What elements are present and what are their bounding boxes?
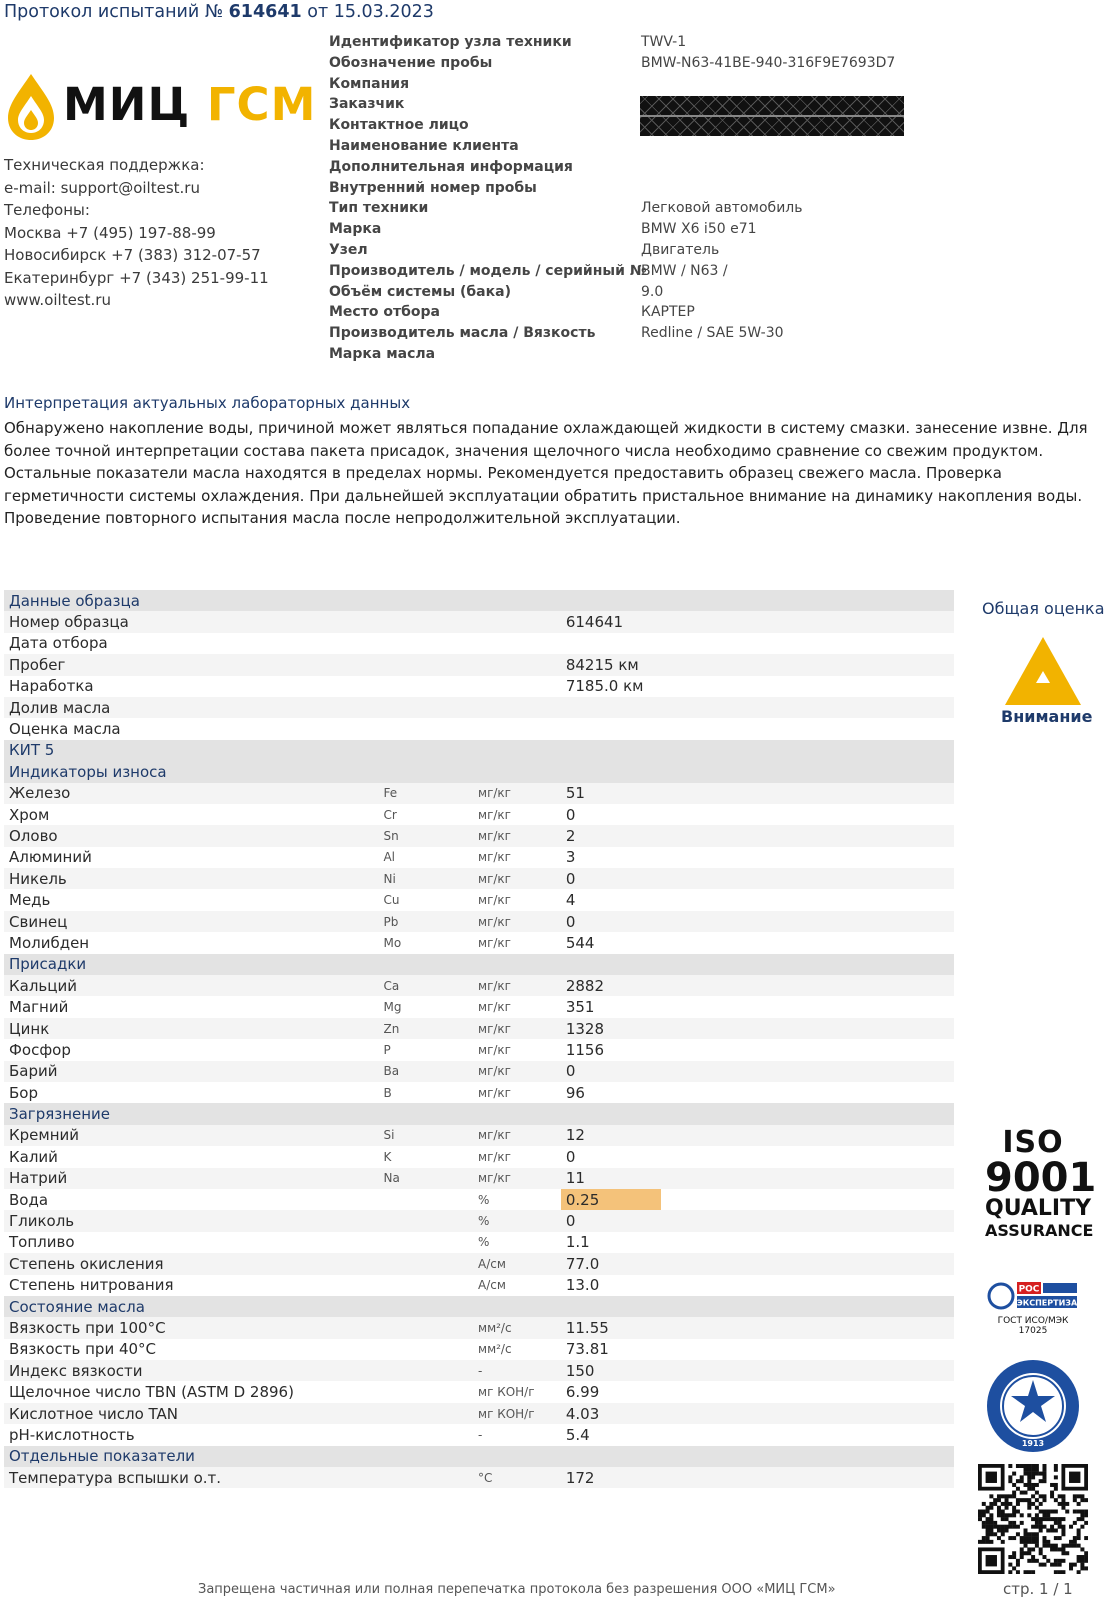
row-symbol: Sn bbox=[378, 825, 473, 846]
row-unit: % bbox=[473, 1189, 561, 1210]
row-symbol: Mo bbox=[378, 932, 473, 953]
row-label: Вязкость при 100°С bbox=[4, 1317, 378, 1338]
table-row bbox=[4, 1189, 954, 1210]
table-row bbox=[4, 1339, 954, 1360]
row-spacer bbox=[661, 804, 954, 825]
warning-triangle-icon bbox=[1003, 635, 1083, 707]
row-unit: мг/кг bbox=[473, 975, 561, 996]
row-label: Алюминий bbox=[4, 847, 378, 868]
row-label: Бор bbox=[4, 1082, 378, 1103]
row-spacer bbox=[661, 847, 954, 868]
row-label: Температура вспышки о.т. bbox=[4, 1467, 378, 1488]
info-values bbox=[641, 32, 895, 365]
row-value: 544 bbox=[561, 932, 661, 953]
row-value: 4 bbox=[561, 889, 661, 910]
info-value: КАРТЕР bbox=[641, 304, 695, 321]
row-value: 351 bbox=[561, 996, 661, 1017]
row-symbol bbox=[378, 1232, 473, 1253]
section-label: Отдельные показатели bbox=[4, 1446, 954, 1467]
table-section-header bbox=[4, 1296, 954, 1317]
info-label: Компания bbox=[329, 75, 410, 92]
row-spacer bbox=[661, 1424, 954, 1445]
overall-status: Внимание bbox=[1001, 707, 1093, 726]
row-label: Долив масла bbox=[4, 697, 378, 718]
row-unit bbox=[473, 654, 561, 675]
table-row bbox=[4, 1082, 954, 1103]
row-spacer bbox=[661, 1467, 954, 1488]
row-value: 11.55 bbox=[561, 1317, 661, 1338]
table-row bbox=[4, 654, 954, 675]
info-value: Легковой автомобиль bbox=[641, 200, 803, 217]
row-symbol bbox=[378, 697, 473, 718]
row-value: 0 bbox=[561, 911, 661, 932]
qr-code[interactable] bbox=[978, 1464, 1088, 1574]
protocol-number: 614641 bbox=[228, 2, 302, 22]
row-spacer bbox=[661, 1189, 954, 1210]
row-label: Пробег bbox=[4, 654, 378, 675]
ros-caption: ГОСТ ИСО/МЭК 17025 bbox=[997, 1316, 1069, 1336]
row-symbol: Si bbox=[378, 1125, 473, 1146]
row-unit bbox=[473, 718, 561, 739]
row-label: Медь bbox=[4, 889, 378, 910]
table-section-header bbox=[4, 954, 954, 975]
row-value: 13.0 bbox=[561, 1275, 661, 1296]
protocol-date: от 15.03.2023 bbox=[307, 2, 434, 22]
row-symbol bbox=[378, 1381, 473, 1402]
row-value: 5.4 bbox=[561, 1424, 661, 1445]
row-symbol bbox=[378, 676, 473, 697]
row-spacer bbox=[661, 975, 954, 996]
row-value: 1.1 bbox=[561, 1232, 661, 1253]
table-row bbox=[4, 1039, 954, 1060]
row-label: Наработка bbox=[4, 676, 378, 697]
row-value: 12 bbox=[561, 1125, 661, 1146]
table-row bbox=[4, 1210, 954, 1231]
info-label: Производитель масла / Вязкость bbox=[329, 325, 596, 342]
row-spacer bbox=[661, 697, 954, 718]
row-spacer bbox=[661, 654, 954, 675]
row-symbol: Al bbox=[378, 847, 473, 868]
row-symbol bbox=[378, 1210, 473, 1231]
row-value: 7185.0 км bbox=[561, 676, 661, 697]
row-label: Степень нитрования bbox=[4, 1275, 378, 1296]
table-row bbox=[4, 932, 954, 953]
row-unit: % bbox=[473, 1210, 561, 1231]
row-value: 0 bbox=[561, 1061, 661, 1082]
row-value: 96 bbox=[561, 1082, 661, 1103]
table-row bbox=[4, 1232, 954, 1253]
info-value bbox=[641, 157, 895, 178]
register-emblem bbox=[985, 1358, 1081, 1454]
info-value: Redline / SAE 5W-30 bbox=[641, 325, 784, 342]
row-label: Гликоль bbox=[4, 1210, 378, 1231]
row-unit: мг/кг bbox=[473, 889, 561, 910]
brand-name: МИЦ ГСМ bbox=[63, 78, 317, 131]
table-row bbox=[4, 804, 954, 825]
row-spacer bbox=[661, 1403, 954, 1424]
row-spacer bbox=[661, 1061, 954, 1082]
row-label: Степень окисления bbox=[4, 1253, 378, 1274]
info-value: TWV-1 bbox=[641, 34, 687, 50]
row-unit: мг/кг bbox=[473, 1061, 561, 1082]
row-unit bbox=[473, 676, 561, 697]
row-spacer bbox=[661, 1339, 954, 1360]
row-value: 150 bbox=[561, 1360, 661, 1381]
info-value bbox=[641, 178, 895, 199]
row-spacer bbox=[661, 825, 954, 846]
row-symbol bbox=[378, 1189, 473, 1210]
row-spacer bbox=[661, 1082, 954, 1103]
protocol-title bbox=[4, 2, 434, 22]
row-unit bbox=[473, 697, 561, 718]
info-value bbox=[641, 136, 895, 157]
table-row bbox=[4, 996, 954, 1017]
table-row bbox=[4, 889, 954, 910]
table-section-header bbox=[4, 740, 954, 761]
phone-ekaterinburg: Екатеринбург +7 (343) 251-99-11 bbox=[4, 268, 269, 287]
row-unit: - bbox=[473, 1360, 561, 1381]
row-value: 11 bbox=[561, 1168, 661, 1189]
row-symbol bbox=[378, 1253, 473, 1274]
row-unit: мг/кг bbox=[473, 996, 561, 1017]
row-value: 0.25 bbox=[561, 1189, 661, 1210]
info-label: Место отбора bbox=[329, 304, 440, 321]
info-label: Заказчик bbox=[329, 96, 405, 113]
row-symbol: P bbox=[378, 1039, 473, 1060]
row-symbol: Ni bbox=[378, 868, 473, 889]
row-spacer bbox=[661, 1275, 954, 1296]
row-spacer bbox=[661, 676, 954, 697]
row-value bbox=[561, 718, 661, 739]
row-symbol bbox=[378, 1360, 473, 1381]
row-spacer bbox=[661, 911, 954, 932]
row-value bbox=[561, 697, 661, 718]
redacted-block bbox=[640, 96, 904, 136]
row-symbol: Fe bbox=[378, 783, 473, 804]
info-label: Тип техники bbox=[329, 200, 429, 217]
row-value: 73.81 bbox=[561, 1339, 661, 1360]
page-number: стр. 1 / 1 bbox=[1003, 1580, 1073, 1598]
row-symbol: Cu bbox=[378, 889, 473, 910]
info-label: Идентификатор узла техники bbox=[329, 34, 572, 50]
table-row bbox=[4, 633, 954, 654]
row-value: 6.99 bbox=[561, 1381, 661, 1402]
info-label: Контактное лицо bbox=[329, 117, 469, 134]
row-spacer bbox=[661, 996, 954, 1017]
interpretation-title: Интерпретация актуальных лабораторных данных bbox=[4, 394, 411, 412]
row-label: Молибден bbox=[4, 932, 378, 953]
row-symbol bbox=[378, 1467, 473, 1488]
table-row bbox=[4, 783, 954, 804]
row-unit: мг КОН/г bbox=[473, 1381, 561, 1402]
row-label: Свинец bbox=[4, 911, 378, 932]
info-value: BMW-N63-41BE-940-316F9E7693D7 bbox=[641, 54, 896, 71]
section-label: Состояние масла bbox=[4, 1296, 954, 1317]
row-spacer bbox=[661, 1360, 954, 1381]
row-spacer bbox=[661, 1018, 954, 1039]
row-value: 172 bbox=[561, 1467, 661, 1488]
iso-9001-logo: ISO 9001 QUALITY ASSURANCE bbox=[985, 1125, 1097, 1240]
info-label: Объём системы (бака) bbox=[329, 283, 511, 300]
info-label: Внутренний номер пробы bbox=[329, 179, 537, 196]
row-value: 1328 bbox=[561, 1018, 661, 1039]
row-value: 0 bbox=[561, 1146, 661, 1167]
row-spacer bbox=[661, 1168, 954, 1189]
footer-notice: Запрещена частичная или полная перепечатка протокола без разрешения ООО «МИЦ ГСМ» bbox=[198, 1582, 836, 1597]
row-symbol: Mg bbox=[378, 996, 473, 1017]
row-symbol: Ba bbox=[378, 1061, 473, 1082]
row-unit: °С bbox=[473, 1467, 561, 1488]
row-unit: мг/кг bbox=[473, 1146, 561, 1167]
row-unit: мг/кг bbox=[473, 1018, 561, 1039]
oil-drop-flame-icon bbox=[5, 72, 57, 142]
row-symbol bbox=[378, 633, 473, 654]
svg-text:1913: 1913 bbox=[1021, 1439, 1045, 1448]
table-row bbox=[4, 1018, 954, 1039]
table-row bbox=[4, 1275, 954, 1296]
row-symbol bbox=[378, 1317, 473, 1338]
table-row bbox=[4, 676, 954, 697]
row-spacer bbox=[661, 868, 954, 889]
row-spacer bbox=[661, 1317, 954, 1338]
info-value bbox=[641, 344, 895, 365]
table-row bbox=[4, 1424, 954, 1445]
row-spacer bbox=[661, 783, 954, 804]
table-row bbox=[4, 611, 954, 632]
row-symbol bbox=[378, 1403, 473, 1424]
row-value bbox=[561, 633, 661, 654]
table-row bbox=[4, 1146, 954, 1167]
row-label: Топливо bbox=[4, 1232, 378, 1253]
row-spacer bbox=[661, 1253, 954, 1274]
row-value: 4.03 bbox=[561, 1403, 661, 1424]
table-row bbox=[4, 1253, 954, 1274]
info-value bbox=[641, 74, 895, 95]
row-label: Натрий bbox=[4, 1168, 378, 1189]
info-value: 9.0 bbox=[641, 283, 664, 300]
row-unit: мг/кг bbox=[473, 1039, 561, 1060]
row-unit: мг/кг bbox=[473, 783, 561, 804]
table-section-header bbox=[4, 1446, 954, 1467]
row-unit bbox=[473, 611, 561, 632]
info-labels bbox=[329, 32, 647, 365]
row-label: Железо bbox=[4, 783, 378, 804]
row-spacer bbox=[661, 1210, 954, 1231]
row-label: Вода bbox=[4, 1189, 378, 1210]
row-label: Оценка масла bbox=[4, 718, 378, 739]
support-email[interactable]: e-mail: support@oiltest.ru bbox=[4, 178, 200, 197]
row-unit: мг/кг bbox=[473, 1082, 561, 1103]
results-table bbox=[4, 590, 954, 1488]
row-value: 84215 км bbox=[561, 654, 661, 675]
row-symbol: Zn bbox=[378, 1018, 473, 1039]
row-unit bbox=[473, 633, 561, 654]
row-symbol: Cr bbox=[378, 804, 473, 825]
row-value: 1156 bbox=[561, 1039, 661, 1060]
row-label: Индекс вязкости bbox=[4, 1360, 378, 1381]
section-label: Индикаторы износа bbox=[4, 761, 954, 782]
row-label: Вязкость при 40°С bbox=[4, 1339, 378, 1360]
row-unit: мг/кг bbox=[473, 868, 561, 889]
section-label: Загрязнение bbox=[4, 1103, 954, 1124]
support-title: Техническая поддержка: bbox=[4, 156, 205, 174]
table-section-header bbox=[4, 590, 954, 611]
row-spacer bbox=[661, 718, 954, 739]
row-symbol: K bbox=[378, 1146, 473, 1167]
row-spacer bbox=[661, 1146, 954, 1167]
svg-text:ЭКСПЕРТИЗА: ЭКСПЕРТИЗА bbox=[1016, 1298, 1078, 1308]
table-row bbox=[4, 825, 954, 846]
row-spacer bbox=[661, 611, 954, 632]
row-value: 0 bbox=[561, 868, 661, 889]
row-value: 3 bbox=[561, 847, 661, 868]
section-label: КИТ 5 bbox=[4, 740, 954, 761]
table-row bbox=[4, 847, 954, 868]
table-row bbox=[4, 1467, 954, 1488]
row-symbol: Pb bbox=[378, 911, 473, 932]
ros-expertiza-logo bbox=[985, 1280, 1081, 1336]
row-label: Олово bbox=[4, 825, 378, 846]
row-label: Цинк bbox=[4, 1018, 378, 1039]
row-label: pH-кислотность bbox=[4, 1424, 378, 1445]
phone-moscow: Москва +7 (495) 197-88-99 bbox=[4, 223, 216, 242]
table-row bbox=[4, 1403, 954, 1424]
row-unit: мг/кг bbox=[473, 932, 561, 953]
overall-rating-label: Общая оценка bbox=[982, 599, 1105, 618]
row-unit: мм²/с bbox=[473, 1339, 561, 1360]
row-label: Кремний bbox=[4, 1125, 378, 1146]
row-symbol bbox=[378, 611, 473, 632]
table-row bbox=[4, 975, 954, 996]
table-row bbox=[4, 868, 954, 889]
row-value: 0 bbox=[561, 804, 661, 825]
row-spacer bbox=[661, 1232, 954, 1253]
row-label: Номер образца bbox=[4, 611, 378, 632]
phone-novosibirsk: Новосибирск +7 (383) 312-07-57 bbox=[4, 246, 261, 264]
website-link[interactable]: www.oiltest.ru bbox=[4, 291, 111, 309]
row-unit: мг КОН/г bbox=[473, 1403, 561, 1424]
table-section-header bbox=[4, 1103, 954, 1124]
row-symbol: Na bbox=[378, 1168, 473, 1189]
table-row bbox=[4, 1168, 954, 1189]
section-label: Данные образца bbox=[4, 590, 954, 611]
interpretation-text: Обнаружено накопление воды, причиной может являться попадание охлаждающей жидкости в систему смазки. занесение извне. Для более точной интерпретации состава пакета присадок, значения щелочного числа необходимо сравнение со свежим продуктом. Остальные показатели масла находятся в пределах нормы. Рекомендуется предоставить образец свежего масла. Проверка герметичности системы охлаждения. При дальнейшей эксплуатации обратить пристальное внимание на динамику накопления воды. Проведение повторного испытания масла после непродолжительной эксплуатации. bbox=[4, 419, 1088, 527]
row-value: 51 bbox=[561, 783, 661, 804]
info-value: BMW X6 i50 e71 bbox=[641, 221, 757, 238]
info-label: Производитель / модель / серийный № bbox=[329, 262, 647, 279]
table-row bbox=[4, 1061, 954, 1082]
row-label: Щелочное число TBN (ASTM D 2896) bbox=[4, 1381, 378, 1402]
row-label: Никель bbox=[4, 868, 378, 889]
table-section-header bbox=[4, 761, 954, 782]
row-label: Кислотное число TAN bbox=[4, 1403, 378, 1424]
table-row bbox=[4, 1381, 954, 1402]
row-symbol bbox=[378, 718, 473, 739]
row-unit: мг/кг bbox=[473, 1168, 561, 1189]
section-label: Присадки bbox=[4, 954, 954, 975]
table-row bbox=[4, 911, 954, 932]
row-spacer bbox=[661, 889, 954, 910]
row-value: 614641 bbox=[561, 611, 661, 632]
row-label: Магний bbox=[4, 996, 378, 1017]
row-unit: мг/кг bbox=[473, 911, 561, 932]
row-unit: мм²/с bbox=[473, 1317, 561, 1338]
info-label: Марка bbox=[329, 221, 382, 238]
row-label: Дата отбора bbox=[4, 633, 378, 654]
row-unit: А/см bbox=[473, 1253, 561, 1274]
info-label: Наименование клиента bbox=[329, 137, 519, 154]
table-row bbox=[4, 697, 954, 718]
row-symbol: B bbox=[378, 1082, 473, 1103]
info-label: Обозначение пробы bbox=[329, 54, 493, 71]
row-symbol: Ca bbox=[378, 975, 473, 996]
table-row bbox=[4, 1317, 954, 1338]
table-row bbox=[4, 718, 954, 739]
row-symbol bbox=[378, 654, 473, 675]
row-unit: - bbox=[473, 1424, 561, 1445]
row-symbol bbox=[378, 1424, 473, 1445]
row-unit: % bbox=[473, 1232, 561, 1253]
support-block bbox=[4, 154, 269, 312]
row-unit: А/см bbox=[473, 1275, 561, 1296]
row-value: 77.0 bbox=[561, 1253, 661, 1274]
row-spacer bbox=[661, 1125, 954, 1146]
row-label: Фосфор bbox=[4, 1039, 378, 1060]
row-value: 2 bbox=[561, 825, 661, 846]
table-row bbox=[4, 1125, 954, 1146]
row-value: 0 bbox=[561, 1210, 661, 1231]
row-label: Хром bbox=[4, 804, 378, 825]
row-label: Барий bbox=[4, 1061, 378, 1082]
row-unit: мг/кг bbox=[473, 847, 561, 868]
row-spacer bbox=[661, 1381, 954, 1402]
row-spacer bbox=[661, 1039, 954, 1060]
row-unit: мг/кг bbox=[473, 804, 561, 825]
row-symbol bbox=[378, 1275, 473, 1296]
info-value: BMW / N63 / bbox=[641, 262, 728, 279]
row-spacer bbox=[661, 932, 954, 953]
info-value: Двигатель bbox=[641, 241, 720, 258]
info-label: Дополнительная информация bbox=[329, 158, 573, 175]
protocol-prefix: Протокол испытаний № bbox=[4, 2, 224, 22]
row-unit: мг/кг bbox=[473, 825, 561, 846]
info-label: Узел bbox=[329, 241, 368, 258]
row-unit: мг/кг bbox=[473, 1125, 561, 1146]
company-logo bbox=[5, 72, 317, 142]
row-label: Калий bbox=[4, 1146, 378, 1167]
phones-title: Телефоны: bbox=[4, 201, 90, 219]
row-spacer bbox=[661, 633, 954, 654]
svg-text:РОС: РОС bbox=[1018, 1284, 1040, 1295]
table-row bbox=[4, 1360, 954, 1381]
row-value: 2882 bbox=[561, 975, 661, 996]
row-label: Кальций bbox=[4, 975, 378, 996]
row-symbol bbox=[378, 1339, 473, 1360]
info-label: Марка масла bbox=[329, 345, 436, 362]
